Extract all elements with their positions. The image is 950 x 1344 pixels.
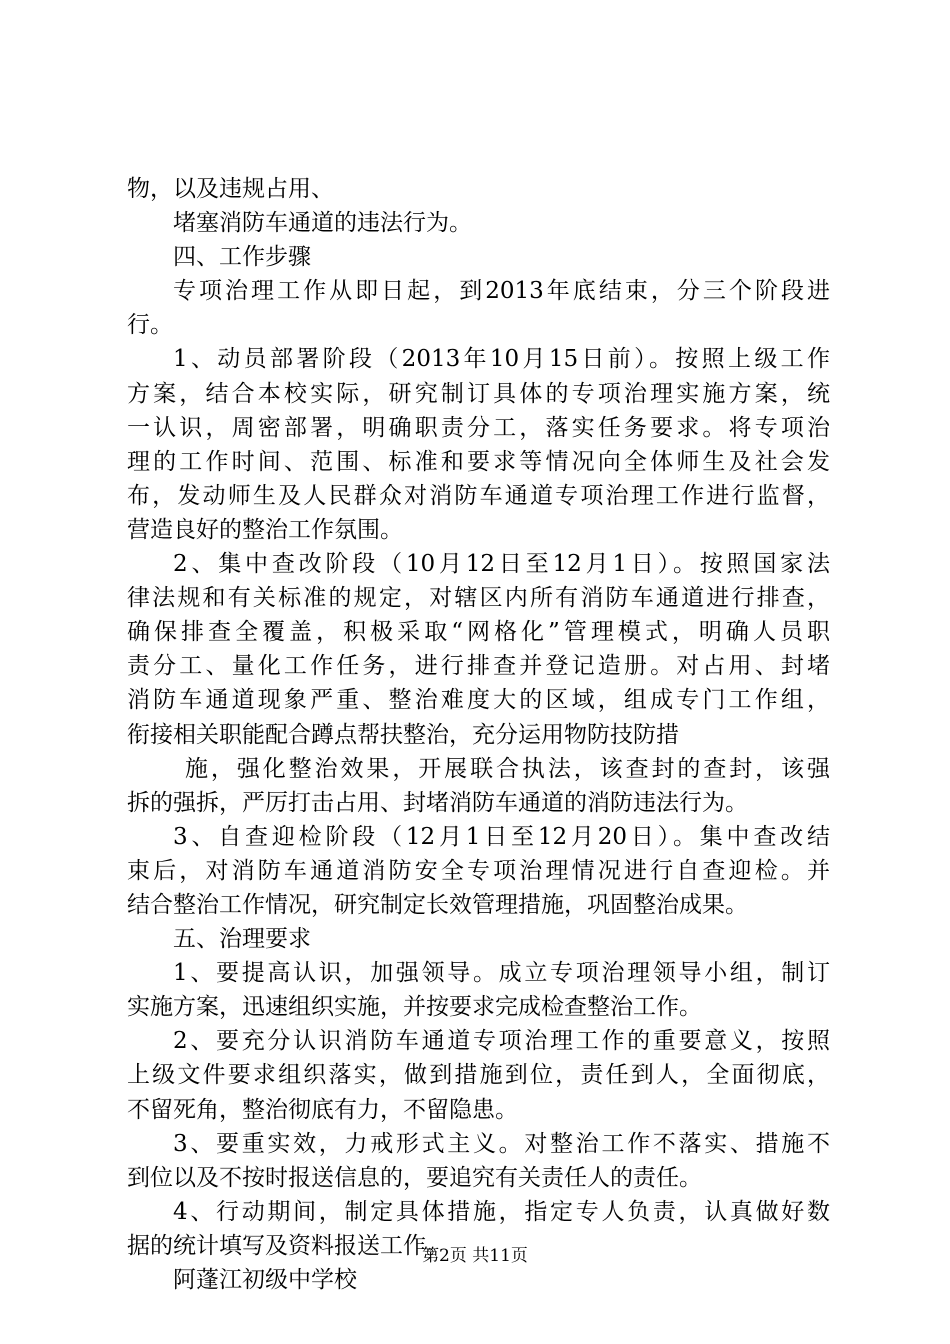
text-line: 施，强化整治效果，开展联合执法，该查封的查封，该强	[185, 755, 830, 782]
section-heading: 四、工作步骤	[173, 244, 311, 271]
text-line: 一认识，周密部署，明确职责分工，落实任务要求。将专项治	[127, 414, 830, 441]
text-line: 束后，对消防车通道消防安全专项治理情况进行自查迎检。并	[127, 857, 830, 884]
text-line: 3、要重实效，力戒形式主义。对整治工作不落实、措施不	[173, 1130, 830, 1157]
text-line: 责分工、量化工作任务，进行排查并登记造册。对占用、封堵	[127, 653, 830, 680]
text-line: 4、行动期间，制定具体措施，指定专人负责，认真做好数	[173, 1198, 830, 1225]
page-number-footer: 第2页 共11页	[422, 1246, 528, 1266]
text-line: 据的统计填写及资料报送工作。	[127, 1232, 449, 1259]
text-line: 专项治理工作从即日起，到2013年底结束，分三个阶段进	[173, 278, 830, 305]
text-line: 到位以及不按时报送信息的，要追究有关责任人的责任。	[127, 1164, 702, 1191]
text-line: 方案，结合本校实际，研究制订具体的专项治理实施方案，统	[127, 380, 830, 407]
signature-school-name: 阿蓬江初级中学校	[173, 1267, 357, 1293]
text-line: 2、要充分认识消防车通道专项治理工作的重要意义，按照	[173, 1028, 830, 1055]
text-line: 行。	[127, 312, 173, 339]
text-line: 结合整治工作情况，研究制定长效管理措施，巩固整治成果。	[127, 891, 748, 918]
text-line: 确保排查全覆盖，积极采取“网格化”管理模式，明确人员职	[127, 619, 830, 646]
text-line: 2、集中查改阶段（10月12日至12月1日）。按照国家法	[173, 551, 830, 578]
text-line: 拆的强拆，严厉打击占用、封堵消防车通道的消防违法行为。	[127, 789, 748, 816]
text-line: 营造良好的整治工作氛围。	[127, 516, 403, 543]
text-line: 律法规和有关标准的规定，对辖区内所有消防车通道进行排查，	[127, 585, 830, 612]
text-line: 3、自查迎检阶段（12月1日至12月20日）。集中查改结	[173, 823, 830, 850]
text-line: 物，以及违规占用、	[127, 176, 334, 202]
text-line: 堵塞消防车通道的违法行为。	[173, 210, 472, 237]
text-line: 不留死角，整治彻底有力，不留隐患。	[127, 1096, 518, 1123]
document-body	[127, 172, 830, 1297]
text-line: 实施方案，迅速组织实施，并按要求完成检查整治工作。	[127, 994, 702, 1021]
text-line: 消防车通道现象严重、整治难度大的区域，组成专门工作组，	[127, 687, 830, 714]
text-line: 布，发动师生及人民群众对消防车通道专项治理工作进行监督，	[127, 482, 830, 509]
text-line: 上级文件要求组织落实，做到措施到位，责任到人，全面彻底，	[127, 1062, 830, 1089]
text-line: 1、要提高认识，加强领导。成立专项治理领导小组，制订	[173, 960, 830, 987]
text-line: 衔接相关职能配合蹲点帮扶整治，充分运用物防技防措	[127, 721, 679, 748]
text-line: 理的工作时间、范围、标准和要求等情况向全体师生及社会发	[127, 448, 830, 475]
section-heading: 五、治理要求	[173, 926, 311, 953]
text-line: 1、动员部署阶段（2013年10月15日前）。按照上级工作	[173, 346, 830, 373]
